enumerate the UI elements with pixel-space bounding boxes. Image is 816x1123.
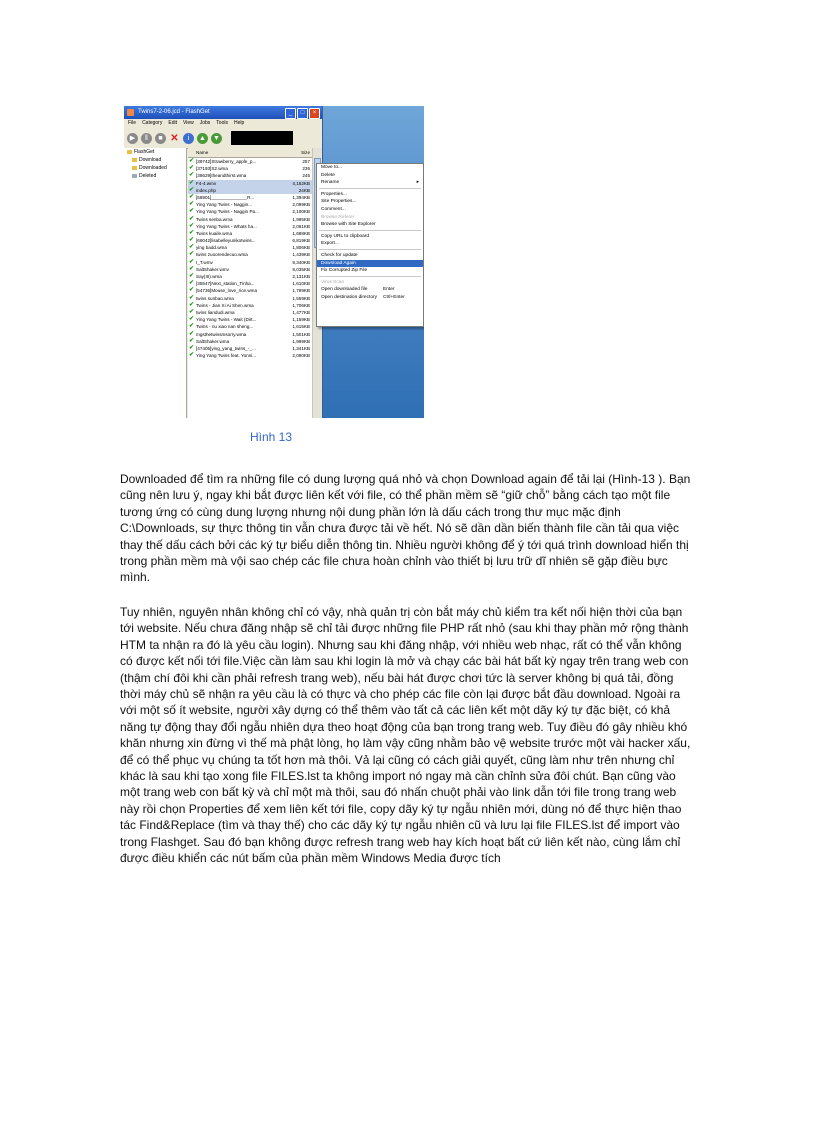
delete-icon[interactable]: ✕ [170, 132, 179, 144]
app-icon [127, 109, 134, 116]
window-title: Twins7-2-06.jcd - FlashGet [138, 109, 210, 115]
menu-delete[interactable]: Delete [321, 172, 335, 178]
file-name: [66042]lisabelleyunikotwins... [196, 238, 256, 244]
file-size: 4,162KB [292, 180, 310, 186]
file-name: twins zuoorendecuo.wma [196, 252, 248, 258]
menu-open-file[interactable]: Open downloaded file Enter [321, 287, 395, 293]
completed-check-icon: ✔ [188, 352, 195, 359]
menu-virus-scan: Virus Scan [321, 279, 345, 285]
completed-check-icon: ✔ [188, 244, 195, 251]
file-name: [38629]theandthirst.wma [196, 173, 247, 179]
file-name: Ying Yang Twins feat. Yonni... [196, 353, 257, 359]
completed-check-icon: ✔ [188, 301, 195, 308]
menu-export[interactable]: Export... [321, 241, 339, 247]
properties-icon[interactable]: i [183, 133, 194, 144]
file-row[interactable] [188, 352, 312, 359]
column-name[interactable]: Name [196, 150, 209, 155]
file-size: 1,615KB [292, 324, 310, 330]
completed-check-icon: ✔ [188, 280, 195, 287]
file-row[interactable] [188, 345, 312, 352]
file-name: [54736]Mouse_love_rice.wma [196, 288, 258, 294]
file-name: ying badd.wma [196, 245, 227, 251]
file-row[interactable] [188, 302, 312, 309]
file-size: 2,061KB [292, 223, 310, 229]
file-name: twins sunbao.wma [196, 295, 234, 301]
context-menu [316, 163, 424, 327]
figure-caption: Hình 13 [250, 430, 293, 444]
flashget-screenshot [124, 106, 424, 418]
completed-check-icon: ✔ [188, 193, 195, 200]
file-name: Ying Yang Twins - Naggin Pa... [196, 209, 259, 215]
menu-separator [319, 230, 421, 231]
menu-properties[interactable]: Properties... [321, 191, 347, 197]
close-icon[interactable]: × [309, 108, 320, 119]
folder-icon [132, 166, 137, 170]
file-row[interactable] [188, 295, 312, 302]
file-name: SaltShaker.wma [196, 338, 230, 344]
file-row[interactable] [188, 287, 312, 294]
menu-fix-zip[interactable]: Fix Corrupted Zip File [321, 268, 368, 274]
file-size: 1,341KB [292, 345, 310, 351]
menu-file[interactable]: File [128, 120, 137, 126]
menu-open-dir[interactable]: Open destination directory Ctrl+Enter [321, 294, 405, 300]
completed-check-icon: ✔ [188, 251, 195, 258]
file-name: Twins - nu xiao nan sheng... [196, 324, 254, 330]
folder-icon [127, 150, 132, 154]
completed-check-icon: ✔ [188, 186, 195, 193]
file-name: [47405]ying_yang_twins_-_... [196, 345, 256, 351]
file-row[interactable] [188, 280, 312, 287]
file-size: 1,559KB [292, 295, 310, 301]
menu-separator [319, 276, 421, 277]
paragraph-1: Downloaded để tìm ra những file có dung lượng quá nhỏ và chọn Download again để tải lại (Hình-13 ). Bạn cũng nên lưu ý, ngay khi bắt được liên kết với file, có thể phần mềm sẽ “giữ chỗ” bằng cách tạo một file tương ứng có cùng dung lượng nhưng nội dung phần lớn là dấu cách trong thư mục mặc định C:\Downloads, sự thực thông tin vẫn chưa được tải về hết. Nó sẽ dần dần biến thành file cần tải qua việc thay thế dấu cách bởi các ký tự biểu diễn thông tin. Nhiều người không để ý tới quá trình download hiển thị trong phần mềm mà vội sao chép các file chưa hoàn chỉnh vào thiết bị lưu trữ dĩ nhiên sẽ gặp điều bực mình. [120, 472, 691, 585]
file-name: Twins senba.wma [196, 216, 233, 222]
menu-edit[interactable]: Edit [168, 120, 177, 126]
file-row[interactable] [188, 244, 312, 251]
file-row[interactable] [188, 309, 312, 316]
tree-item-deleted[interactable]: Deleted [124, 172, 186, 180]
file-row[interactable] [188, 338, 312, 345]
completed-check-icon: ✔ [188, 344, 195, 351]
file-row[interactable] [188, 223, 312, 230]
completed-check-icon: ✔ [188, 215, 195, 222]
completed-check-icon: ✔ [188, 208, 195, 215]
completed-check-icon: ✔ [188, 273, 195, 279]
completed-check-icon: ✔ [188, 229, 195, 236]
file-rows [188, 158, 312, 359]
menu-separator [319, 188, 421, 189]
completed-check-icon: ✔ [188, 222, 195, 229]
file-row[interactable] [188, 266, 312, 273]
file-name: Ying Yang Twins - Wait (Dirt... [196, 317, 257, 323]
tree-item-downloaded[interactable]: Downloaded [124, 164, 186, 172]
window-controls [285, 108, 320, 119]
completed-check-icon: ✔ [188, 201, 195, 208]
file-list [188, 148, 312, 418]
file-size: 245 [302, 173, 310, 179]
list-header [188, 148, 312, 158]
file-name: index.php [196, 187, 216, 193]
file-row[interactable] [188, 194, 312, 201]
file-name: [37193]S2.wma [196, 166, 228, 172]
paragraph-2: Tuy nhiên, nguyên nhân không chỉ có vậy, nhà quản trị còn bắt máy chủ kiểm tra kết nối hiện thời của bạn tới website. Nếu chưa đăng nhập sẽ chỉ tải được những file PHP rất nhỏ (sau khi thay phần mở rộng thành HTM ta nhận ra đó là yêu cầu login). Nhưng sau khi đăng nhập, với nhiều web nhạc, rất có thể vẫn không có được kết nối tới file.Việc cần làm sau khi login là mở và chạy các bài hát bất kỳ ngay trên trang web con (thậm chí đôi khi cần phải refresh trang web), nếu bài hát được chơi tức là server không bị quá tải, đồng thời máy chủ sẽ nhận ra yêu cầu là có thực và cho phép các file còn lại được bắt đầu download. Ngoài ra với một số ít website, người xây dựng có thể thêm vào tất cả các liên kết một dãy ký tự đặc biệt, có khả năng tự động thay đổi ngẫu nhiên dựa theo hoạt động của bạn trong trang web. Tuy điều đó gây nhiều khó khăn nhưng xin đừng vì thế mà phật lòng, họ làm vậy cũng nhằm bảo vệ website trước một vài hacker xấu, để có thể phục vụ chúng ta tốt hơn mà thôi. Vả lại cũng có cách giải quyết, cũng làm như trên nhưng chỉ khác là sau khi tạo xong file FILES.lst ta không import nó ngay mà cần chỉnh sửa đôi chút. Bạn cũng vào một trang web con bất kỳ và chỉ một mà thôi, sau đó nhấn chuột phải vào link dẫn tới file trong trang web này rồi chọn Properties để xem liên kết tới file, copy dãy ký tự ngẫu nhiên mới, dùng nó để thực hiện thao tác Find&Replace (tìm và thay thế) cho các dãy ký tự ngẫu nhiên cũ và lưu lại file FILES.lst để import vào trong Flashget. Sau đó bạn không được refresh trang web hay kích hoạt bất cứ liên kết nào, cùng lắm chỉ được điều khiển các nút bấm của phần mềm Windows Media được tích [120, 605, 691, 866]
menu-check-update[interactable]: Check for update [321, 252, 358, 258]
file-row[interactable] [188, 201, 312, 208]
maximize-icon[interactable]: □ [297, 108, 308, 119]
file-name: mgsthetwinsmsorry.wma [196, 331, 247, 337]
file-size: 2,131KB [292, 274, 310, 279]
move-down-icon[interactable]: ▼ [211, 133, 222, 144]
menu-move-to[interactable]: Move to... [321, 165, 343, 170]
file-row[interactable] [188, 230, 312, 237]
menu-category[interactable]: Category [142, 120, 163, 126]
menu-tools[interactable]: Tools [216, 120, 228, 126]
trash-icon [132, 174, 137, 178]
menu-download-again[interactable]: Download Again [317, 260, 423, 268]
menu-jobs[interactable]: Jobs [199, 120, 211, 126]
file-size: 1,999KB [292, 338, 310, 344]
file-row[interactable] [188, 172, 312, 179]
file-size: 1,995KB [292, 216, 310, 222]
category-tree [124, 148, 187, 418]
file-size: 1,706KB [292, 302, 310, 308]
window-titlebar [124, 106, 322, 119]
toolbar [124, 128, 322, 149]
file-size: 1,610KB [292, 281, 310, 287]
file-row[interactable] [188, 237, 312, 244]
file-row[interactable] [188, 259, 312, 266]
completed-check-icon: ✔ [188, 294, 195, 301]
file-name: Ying Yang Twins - Whats ha... [196, 223, 257, 229]
file-size: 236 [302, 166, 310, 172]
menu-comment[interactable]: Comment... [321, 206, 346, 212]
file-name: SaltShaker.wmv [196, 266, 229, 272]
pause-icon[interactable]: ‖ [141, 133, 152, 144]
file-size: 1,439KB [292, 252, 310, 258]
file-size: 1,799KB [292, 288, 310, 294]
file-size: 1,501KB [292, 331, 310, 337]
file-name: I_T.wmv [196, 259, 213, 265]
file-row[interactable] [188, 180, 312, 187]
file-name: [39742]Strawberry_apple_p... [196, 159, 257, 164]
move-up-icon[interactable]: ▲ [197, 133, 208, 144]
flashget-window [124, 106, 323, 418]
file-size: 9,035KB [292, 266, 310, 272]
file-name: Ying Yang Twins - Naggin... [196, 202, 253, 208]
file-size: 2,090KB [292, 353, 310, 359]
file-size: 24KB [298, 187, 310, 193]
file-name: F4-4.wmv [196, 180, 217, 186]
menu-help[interactable]: Help [233, 120, 245, 126]
file-size: 6,819KB [292, 238, 310, 244]
shortcut-text: Ctrl+Enter [383, 294, 405, 300]
file-name: Say(III).wma [196, 274, 222, 279]
shortcut-text: Enter [383, 287, 395, 293]
file-size: 257 [302, 159, 310, 164]
completed-check-icon: ✔ [188, 323, 195, 330]
file-size: 1,688KB [292, 230, 310, 236]
stop-icon[interactable]: ■ [155, 133, 166, 144]
submenu-arrow-icon: ▸ [416, 180, 419, 186]
menu-browse-referer: Browse Referer [321, 214, 355, 220]
file-row[interactable] [188, 331, 312, 338]
completed-check-icon: ✔ [188, 265, 195, 272]
column-size[interactable]: Size [301, 150, 310, 155]
completed-check-icon: ✔ [188, 179, 195, 186]
completed-check-icon: ✔ [188, 165, 195, 172]
completed-check-icon: ✔ [188, 237, 195, 244]
file-size: 1,477KB [292, 309, 310, 315]
file-size: 2,099KB [292, 202, 310, 208]
file-name: [35547]Next_station_Tinha... [196, 281, 255, 287]
folder-icon [132, 158, 137, 162]
menu-copy-url[interactable]: Copy URL to clipboard [321, 233, 370, 239]
file-row[interactable] [188, 216, 312, 223]
menu-bar [124, 119, 322, 128]
tree-item-download[interactable]: Download [124, 156, 186, 164]
menu-view[interactable]: View [182, 120, 194, 126]
file-row[interactable] [188, 273, 312, 280]
menu-separator [319, 249, 421, 250]
file-row[interactable] [188, 187, 312, 194]
menu-site-properties[interactable]: Site Properties... [321, 199, 357, 205]
file-size: 1,159KB [292, 317, 310, 323]
minimize-icon[interactable]: _ [285, 108, 296, 119]
completed-check-icon: ✔ [188, 172, 195, 179]
completed-check-icon: ✔ [188, 158, 195, 164]
completed-check-icon: ✔ [188, 330, 195, 337]
completed-check-icon: ✔ [188, 337, 195, 344]
file-row[interactable] [188, 208, 312, 215]
file-row[interactable] [188, 323, 312, 330]
speed-graph [231, 131, 293, 145]
start-icon[interactable]: ▶ [127, 133, 138, 144]
file-row[interactable] [188, 165, 312, 172]
file-size: 9,340KB [292, 259, 310, 265]
completed-check-icon: ✔ [188, 308, 195, 315]
tree-item-root[interactable]: FlashGet [124, 148, 186, 156]
file-size: 1,806KB [292, 245, 310, 251]
file-name: [58901]______________R... [196, 194, 255, 200]
file-name: twins liandudi.wma [196, 309, 235, 315]
file-name: Twins - Jian Xi Ai Shen.wma [196, 302, 254, 308]
file-row[interactable] [188, 316, 312, 323]
completed-check-icon: ✔ [188, 316, 195, 323]
menu-rename[interactable]: Rename ▸ [321, 180, 419, 186]
menu-browse-site-explorer[interactable]: Browse with Site Explorer [321, 222, 376, 228]
completed-check-icon: ✔ [188, 258, 195, 265]
file-size: 2,100KB [292, 209, 310, 215]
file-row[interactable] [188, 158, 312, 165]
file-row[interactable] [188, 251, 312, 258]
completed-check-icon: ✔ [188, 287, 195, 294]
file-name: Twins kuaile.wma [196, 230, 232, 236]
file-size: 1,394KB [292, 194, 310, 200]
